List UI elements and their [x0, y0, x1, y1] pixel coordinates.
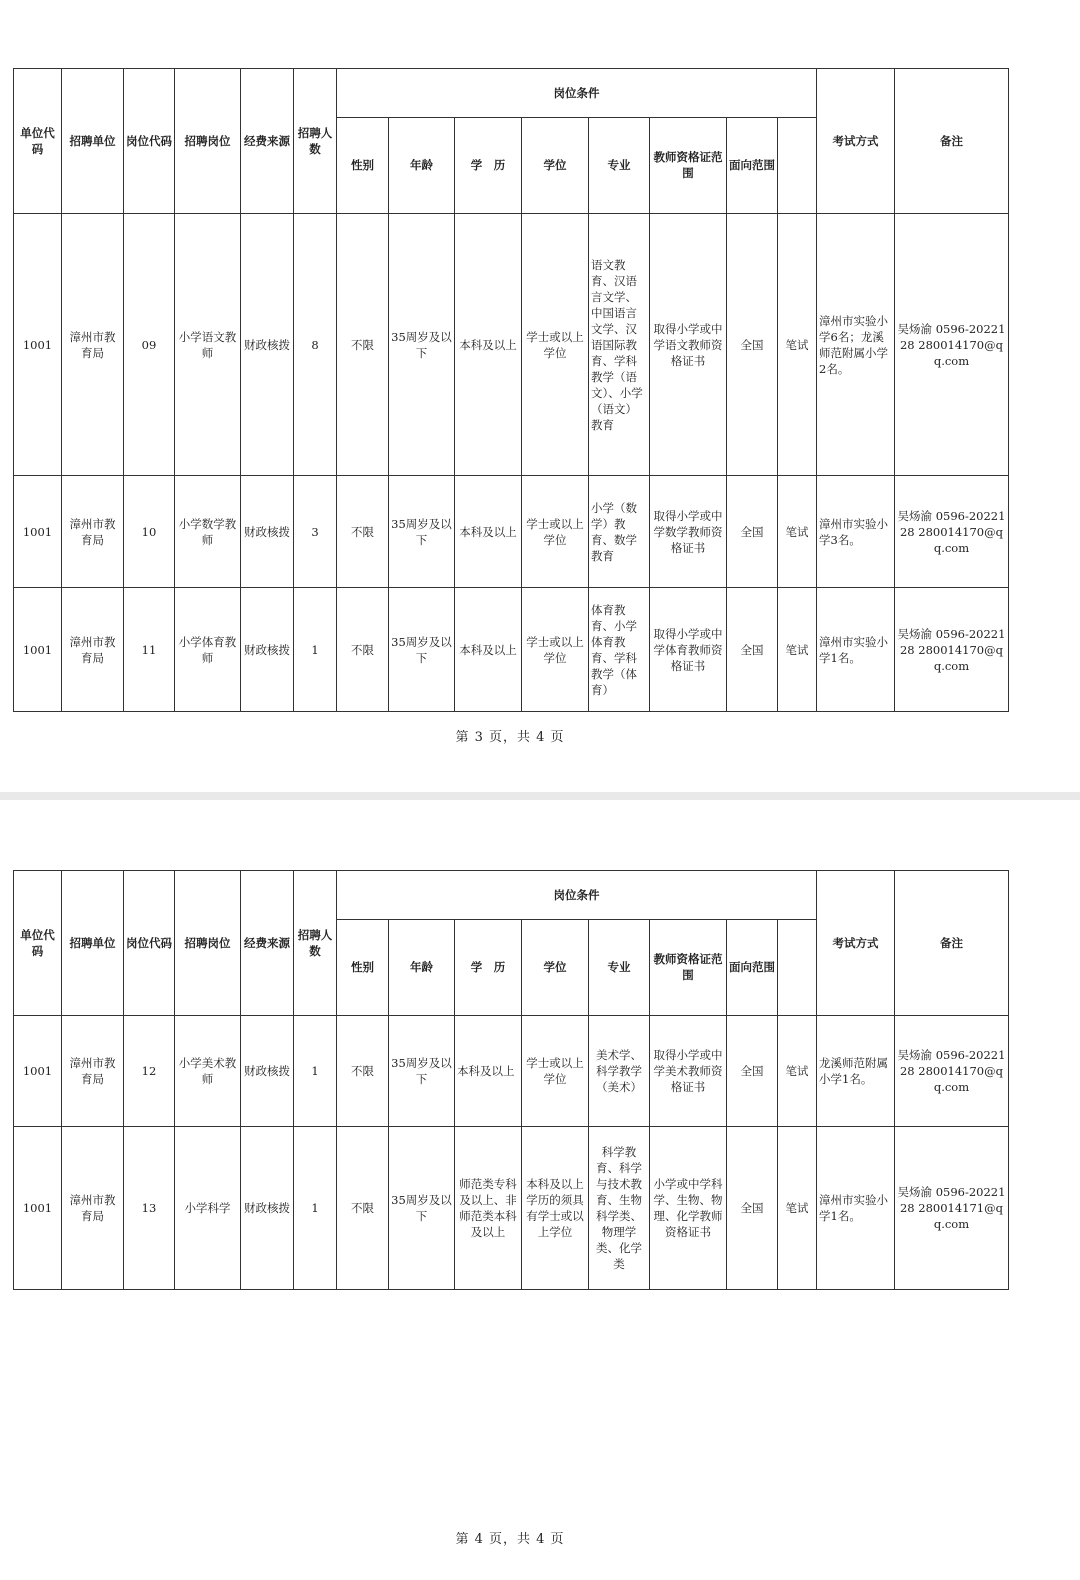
cell-unit-code: 1001 [14, 588, 62, 712]
table-row [14, 1127, 1009, 1290]
table-row [14, 1016, 1009, 1127]
cell-cert: 取得小学或中学体育教师资格证书 [650, 588, 727, 712]
cell-recruit-unit: 漳州市教育局 [62, 214, 124, 476]
cell-count: 1 [294, 1127, 337, 1290]
header-funding: 经费来源 [241, 871, 294, 1016]
header-exam: 考试方式 [817, 69, 895, 214]
header-conditions: 岗位条件 [337, 69, 817, 118]
header-age: 年龄 [389, 117, 455, 213]
cell-count: 1 [294, 1016, 337, 1127]
cell-funding: 财政核拨 [241, 1127, 294, 1290]
header-major: 专业 [589, 117, 650, 213]
cell-recruit-post: 小学科学 [175, 1127, 241, 1290]
table-row [14, 588, 1009, 712]
cell-scope: 全国 [727, 588, 778, 712]
cell-gender: 不限 [337, 1016, 389, 1127]
cell-gender: 不限 [337, 1127, 389, 1290]
header-cert: 教师资格证范围 [650, 117, 727, 213]
cell-age: 35周岁及以下 [389, 1016, 455, 1127]
cell-cert: 取得小学或中学语文教师资格证书 [650, 214, 727, 476]
cell-contact: 吴炀渝 0596-2022128 280014170@qq.com [895, 214, 1009, 476]
table-row [14, 476, 1009, 588]
cell-cert: 取得小学或中学美术教师资格证书 [650, 1016, 727, 1127]
cell-recruit-post: 小学美术教师 [175, 1016, 241, 1127]
cell-post-code: 12 [124, 1016, 175, 1127]
cell-unit-code: 1001 [14, 1016, 62, 1127]
cell-funding: 财政核拨 [241, 476, 294, 588]
cell-contact: 吴炀渝 0596-2022128 280014170@qq.com [895, 476, 1009, 588]
header-major: 专业 [589, 919, 650, 1015]
table-header-row [14, 871, 1009, 920]
cell-funding: 财政核拨 [241, 214, 294, 476]
cell-scope: 全国 [727, 1016, 778, 1127]
cell-major: 科学教育、科学与技术教育、生物科学类、物理学类、化学类 [589, 1127, 650, 1290]
header-post-code: 岗位代码 [124, 69, 175, 214]
cell-post-code: 11 [124, 588, 175, 712]
page-separator [0, 792, 1080, 800]
cell-exam: 笔试 [778, 476, 817, 588]
cell-degree: 学士或以上学位 [522, 1016, 589, 1127]
cell-exam: 笔试 [778, 1016, 817, 1127]
cell-contact: 吴炀渝 0596-2022128 280014171@qq.com [895, 1127, 1009, 1290]
header-degree: 学位 [522, 117, 589, 213]
cell-remark: 漳州市实验小学6名；龙溪师范附属小学2名。 [817, 214, 895, 476]
recruitment-table-page-4 [13, 870, 1009, 1290]
header-unit-code: 单位代码 [14, 871, 62, 1016]
cell-cert: 取得小学或中学数学教师资格证书 [650, 476, 727, 588]
cell-remark: 龙溪师范附属小学1名。 [817, 1016, 895, 1127]
header-remark: 备注 [895, 69, 1009, 214]
cell-major: 语文教育、汉语言文学、中国语言文学、汉语国际教育、学科教学（语文）、小学（语文）教育 [589, 214, 650, 476]
header-education: 学 历 [455, 117, 522, 213]
cell-major: 小学（数学）教育、数学教育 [589, 476, 650, 588]
cell-education: 本科及以上 [455, 476, 522, 588]
cell-post-code: 13 [124, 1127, 175, 1290]
cell-degree: 学士或以上学位 [522, 588, 589, 712]
header-count: 招聘人数 [294, 871, 337, 1016]
cell-exam: 笔试 [778, 214, 817, 476]
cell-cert: 小学或中学科学、生物、物理、化学教师资格证书 [650, 1127, 727, 1290]
cell-unit-code: 1001 [14, 214, 62, 476]
cell-major: 美术学、科学教学（美术） [589, 1016, 650, 1127]
cell-remark: 漳州市实验小学3名。 [817, 476, 895, 588]
cell-contact: 吴炀渝 0596-2022128 280014170@qq.com [895, 1016, 1009, 1127]
page-footer: 第 4 页，共 4 页 [455, 1532, 565, 1547]
cell-scope: 全国 [727, 214, 778, 476]
header-exam: 考试方式 [817, 871, 895, 1016]
cell-major: 体育教育、小学体育教育、学科教学（体育） [589, 588, 650, 712]
cell-education: 师范类专科及以上、非师范类本科及以上 [455, 1127, 522, 1290]
cell-recruit-unit: 漳州市教育局 [62, 1127, 124, 1290]
header-unit-code: 单位代码 [14, 69, 62, 214]
header-education: 学 历 [455, 919, 522, 1015]
header-post-code: 岗位代码 [124, 871, 175, 1016]
header-scope: 面向范围 [727, 919, 778, 1015]
header-degree: 学位 [522, 919, 589, 1015]
cell-recruit-post: 小学数学教师 [175, 476, 241, 588]
cell-unit-code: 1001 [14, 476, 62, 588]
cell-post-code: 10 [124, 476, 175, 588]
cell-count: 8 [294, 214, 337, 476]
header-recruit-unit: 招聘单位 [62, 69, 124, 214]
cell-education: 本科及以上 [455, 1016, 522, 1127]
cell-remark: 漳州市实验小学1名。 [817, 1127, 895, 1290]
cell-count: 3 [294, 476, 337, 588]
header-gender: 性别 [337, 117, 389, 213]
cell-gender: 不限 [337, 476, 389, 588]
cell-funding: 财政核拨 [241, 1016, 294, 1127]
cell-post-code: 09 [124, 214, 175, 476]
cell-degree: 学士或以上学位 [522, 476, 589, 588]
cell-recruit-post: 小学语文教师 [175, 214, 241, 476]
cell-funding: 财政核拨 [241, 588, 294, 712]
cell-degree: 学士或以上学位 [522, 214, 589, 476]
cell-education: 本科及以上 [455, 214, 522, 476]
cell-count: 1 [294, 588, 337, 712]
table-row [14, 214, 1009, 476]
cell-age: 35周岁及以下 [389, 1127, 455, 1290]
cell-degree: 本科及以上学历的须具有学士或以上学位 [522, 1127, 589, 1290]
header-scope: 面向范围 [727, 117, 778, 213]
cell-exam: 笔试 [778, 588, 817, 712]
header-remark: 备注 [895, 871, 1009, 1016]
page-footer: 第 3 页，共 4 页 [455, 730, 565, 745]
cell-recruit-unit: 漳州市教育局 [62, 476, 124, 588]
cell-age: 35周岁及以下 [389, 476, 455, 588]
header-cert: 教师资格证范围 [650, 919, 727, 1015]
header-funding: 经费来源 [241, 69, 294, 214]
header-recruit-post: 招聘岗位 [175, 69, 241, 214]
header-age: 年龄 [389, 919, 455, 1015]
cell-scope: 全国 [727, 1127, 778, 1290]
header-recruit-unit: 招聘单位 [62, 871, 124, 1016]
cell-recruit-post: 小学体育教师 [175, 588, 241, 712]
recruitment-table-page-3 [13, 68, 1009, 712]
cell-remark: 漳州市实验小学1名。 [817, 588, 895, 712]
cell-exam: 笔试 [778, 1127, 817, 1290]
cell-education: 本科及以上 [455, 588, 522, 712]
table-header-row [14, 69, 1009, 118]
header-gender: 性别 [337, 919, 389, 1015]
cell-age: 35周岁及以下 [389, 588, 455, 712]
cell-age: 35周岁及以下 [389, 214, 455, 476]
document-page-4 [0, 800, 1080, 1580]
cell-unit-code: 1001 [14, 1127, 62, 1290]
header-conditions: 岗位条件 [337, 871, 817, 920]
header-count: 招聘人数 [294, 69, 337, 214]
header-recruit-post: 招聘岗位 [175, 871, 241, 1016]
cell-scope: 全国 [727, 476, 778, 588]
cell-recruit-unit: 漳州市教育局 [62, 588, 124, 712]
cell-gender: 不限 [337, 214, 389, 476]
cell-contact: 吴炀渝 0596-2022128 280014170@qq.com [895, 588, 1009, 712]
cell-recruit-unit: 漳州市教育局 [62, 1016, 124, 1127]
cell-gender: 不限 [337, 588, 389, 712]
